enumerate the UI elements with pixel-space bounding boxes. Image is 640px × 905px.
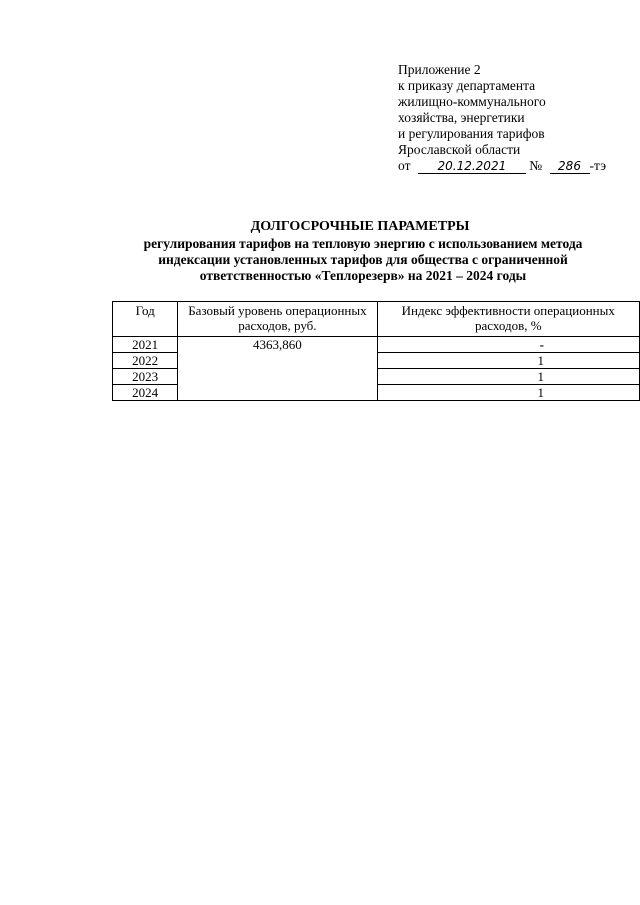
year-cell: 2021	[113, 337, 178, 353]
subtitle-line: ответственностью «Теплорезерв» на 2021 – 2024 годы	[199, 268, 527, 283]
subtitle-line: индексации установленных тарифов для общества с ограниченной	[158, 252, 568, 267]
index-cell: 1	[377, 369, 639, 385]
appendix-line: Ярославской области	[398, 142, 521, 157]
appendix-line: жилищно-коммунального	[398, 94, 546, 109]
subtitle-line: регулирования тарифов на тепловую энергию с использованием метода	[143, 236, 583, 251]
order-suffix: -тэ	[589, 158, 607, 173]
index-cell: -	[377, 337, 639, 353]
number-label: №	[529, 158, 543, 173]
appendix-line: Приложение 2	[398, 62, 481, 77]
appendix-line: к приказу департамента	[398, 78, 536, 93]
header-year: Год	[113, 302, 178, 337]
table-header-row	[113, 302, 640, 337]
parameters-table	[112, 301, 640, 401]
year-cell: 2024	[113, 385, 178, 401]
header-efficiency-index: Индекс эффективности операционных расходов, %	[377, 302, 639, 337]
order-number: 286	[550, 159, 590, 174]
year-cell: 2022	[113, 353, 178, 369]
index-cell: 1	[377, 353, 639, 369]
document-title	[100, 219, 620, 235]
title-text: ДОЛГОСРОЧНЫЕ ПАРАМЕТРЫ	[250, 219, 470, 234]
appendix-line: и регулирования тарифов	[398, 126, 545, 141]
order-reference	[398, 158, 634, 174]
order-date: 20.12.2021	[418, 159, 526, 174]
index-cell: 1	[377, 385, 639, 401]
from-label: от	[398, 158, 411, 173]
base-level-cell: 4363,860	[178, 337, 377, 401]
year-cell: 2023	[113, 369, 178, 385]
table-row	[113, 337, 640, 353]
appendix-line: хозяйства, энергетики	[398, 110, 525, 125]
header-base-level: Базовый уровень операционных расходов, руб.	[178, 302, 377, 337]
appendix-header	[398, 62, 634, 174]
document-subtitle	[106, 236, 620, 284]
